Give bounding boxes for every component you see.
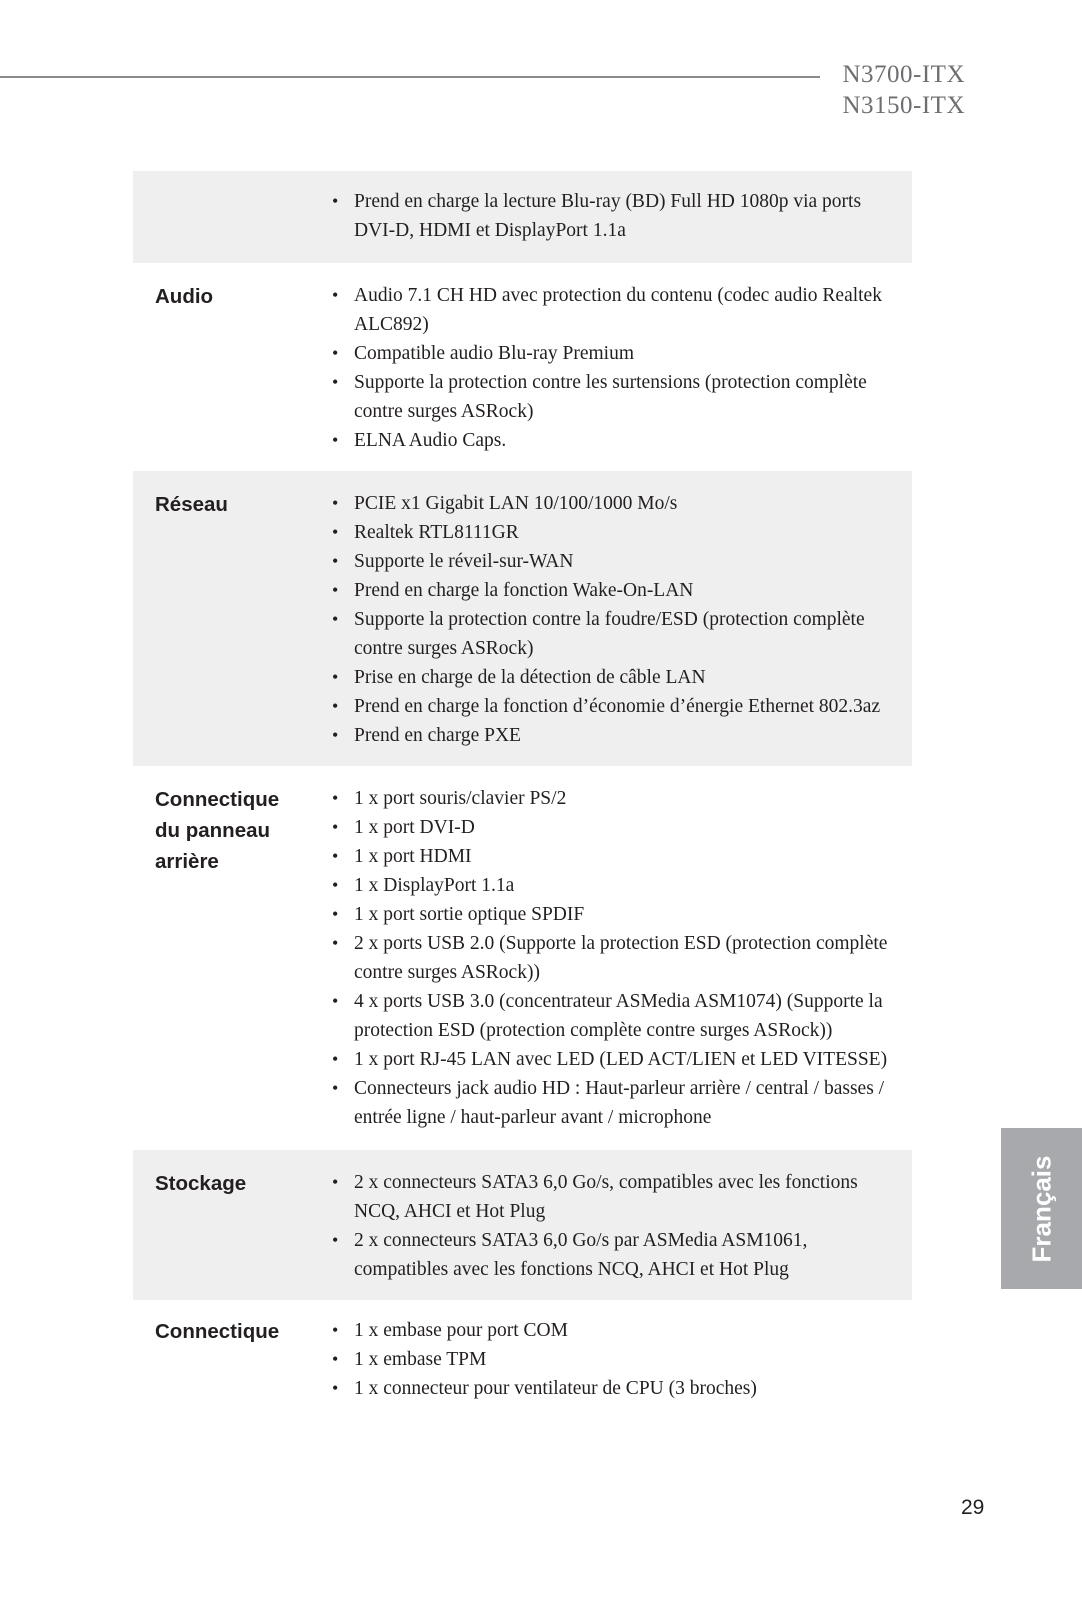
- spec-item: • 1 x connecteur pour ventilateur de CPU (3 broches): [332, 1374, 892, 1403]
- spec-item: • 1 x DisplayPort 1.1a: [332, 871, 892, 900]
- spec-item: • Prend en charge la fonction d’économie d’énergie Ethernet 802.3az: [332, 692, 892, 721]
- spec-item: • Supporte la protection contre les surtensions (protection complète contre surges ASRock): [332, 368, 892, 426]
- spec-label: Audio: [155, 285, 214, 308]
- spec-row: [133, 766, 912, 1150]
- spec-item: • 1 x port souris/clavier PS/2: [332, 784, 892, 813]
- spec-label: Stockage: [155, 1172, 247, 1195]
- spec-items: [308, 1168, 912, 1284]
- spec-items: [308, 784, 912, 1132]
- page-number: 29: [961, 1496, 985, 1519]
- spec-label: Réseau: [155, 493, 228, 516]
- spec-item: • Prise en charge de la détection de câble LAN: [332, 663, 892, 692]
- model-name-secondary: N3150-ITX: [842, 92, 965, 119]
- spec-item: • Realtek RTL8111GR: [332, 518, 892, 547]
- header-rule: [0, 76, 820, 78]
- spec-item: • Supporte le réveil-sur-WAN: [332, 547, 892, 576]
- spec-item: • 2 x ports USB 2.0 (Supporte la protection ESD (protection complète contre surges ASRock)): [332, 929, 892, 987]
- spec-item: • Prend en charge PXE: [332, 721, 892, 750]
- spec-item: • Compatible audio Blu-ray Premium: [332, 339, 892, 368]
- spec-item: • 1 x port DVI-D: [332, 813, 892, 842]
- spec-items: [308, 281, 912, 455]
- spec-items: [308, 1316, 912, 1403]
- spec-row: [133, 263, 912, 471]
- spec-row: [133, 1150, 912, 1300]
- spec-label: Connectique: [155, 1320, 280, 1343]
- language-tab[interactable]: [1001, 1128, 1082, 1289]
- spec-item: • ELNA Audio Caps.: [332, 426, 892, 455]
- language-tab-label: Français: [1026, 1155, 1056, 1262]
- spec-item: • 1 x embase pour port COM: [332, 1316, 892, 1345]
- spec-item: • Audio 7.1 CH HD avec protection du contenu (codec audio Realtek ALC892): [332, 281, 892, 339]
- spec-row: [133, 1300, 912, 1403]
- spec-item: • PCIE x1 Gigabit LAN 10/100/1000 Mo/s: [332, 489, 892, 518]
- spec-item: • Prend en charge la lecture Blu-ray (BD) Full HD 1080p via ports DVI-D, HDMI et DisplayPort 1.1a: [332, 187, 892, 245]
- spec-item: • Prend en charge la fonction Wake-On-LAN: [332, 576, 892, 605]
- spec-item: • 2 x connecteurs SATA3 6,0 Go/s par ASMedia ASM1061, compatibles avec les fonctions NCQ, AHCI et Hot Plug: [332, 1226, 892, 1284]
- spec-items: [308, 187, 912, 245]
- spec-item: • 1 x port sortie optique SPDIF: [332, 900, 892, 929]
- spec-row: [133, 171, 912, 263]
- model-name-primary: N3700-ITX: [842, 61, 965, 88]
- spec-table: [133, 171, 912, 1403]
- spec-item: • 1 x embase TPM: [332, 1345, 892, 1374]
- spec-item: • Connecteurs jack audio HD : Haut-parleur arrière / central / basses / entrée ligne / haut-parleur avant / microphone: [332, 1074, 892, 1132]
- spec-item: • 4 x ports USB 3.0 (concentrateur ASMedia ASM1074) (Supporte la protection ESD (protection complète contre surges ASRock)): [332, 987, 892, 1045]
- spec-item: • 1 x port HDMI: [332, 842, 892, 871]
- spec-items: [308, 489, 912, 750]
- spec-label: [133, 187, 308, 245]
- spec-item: • 2 x connecteurs SATA3 6,0 Go/s, compatibles avec les fonctions NCQ, AHCI et Hot Plug: [332, 1168, 892, 1226]
- spec-row: [133, 471, 912, 766]
- spec-label: Connectique du panneau arrière: [155, 788, 280, 873]
- spec-item: • Supporte la protection contre la foudre/ESD (protection complète contre surges ASRock): [332, 605, 892, 663]
- spec-item: • 1 x port RJ-45 LAN avec LED (LED ACT/LIEN et LED VITESSE): [332, 1045, 892, 1074]
